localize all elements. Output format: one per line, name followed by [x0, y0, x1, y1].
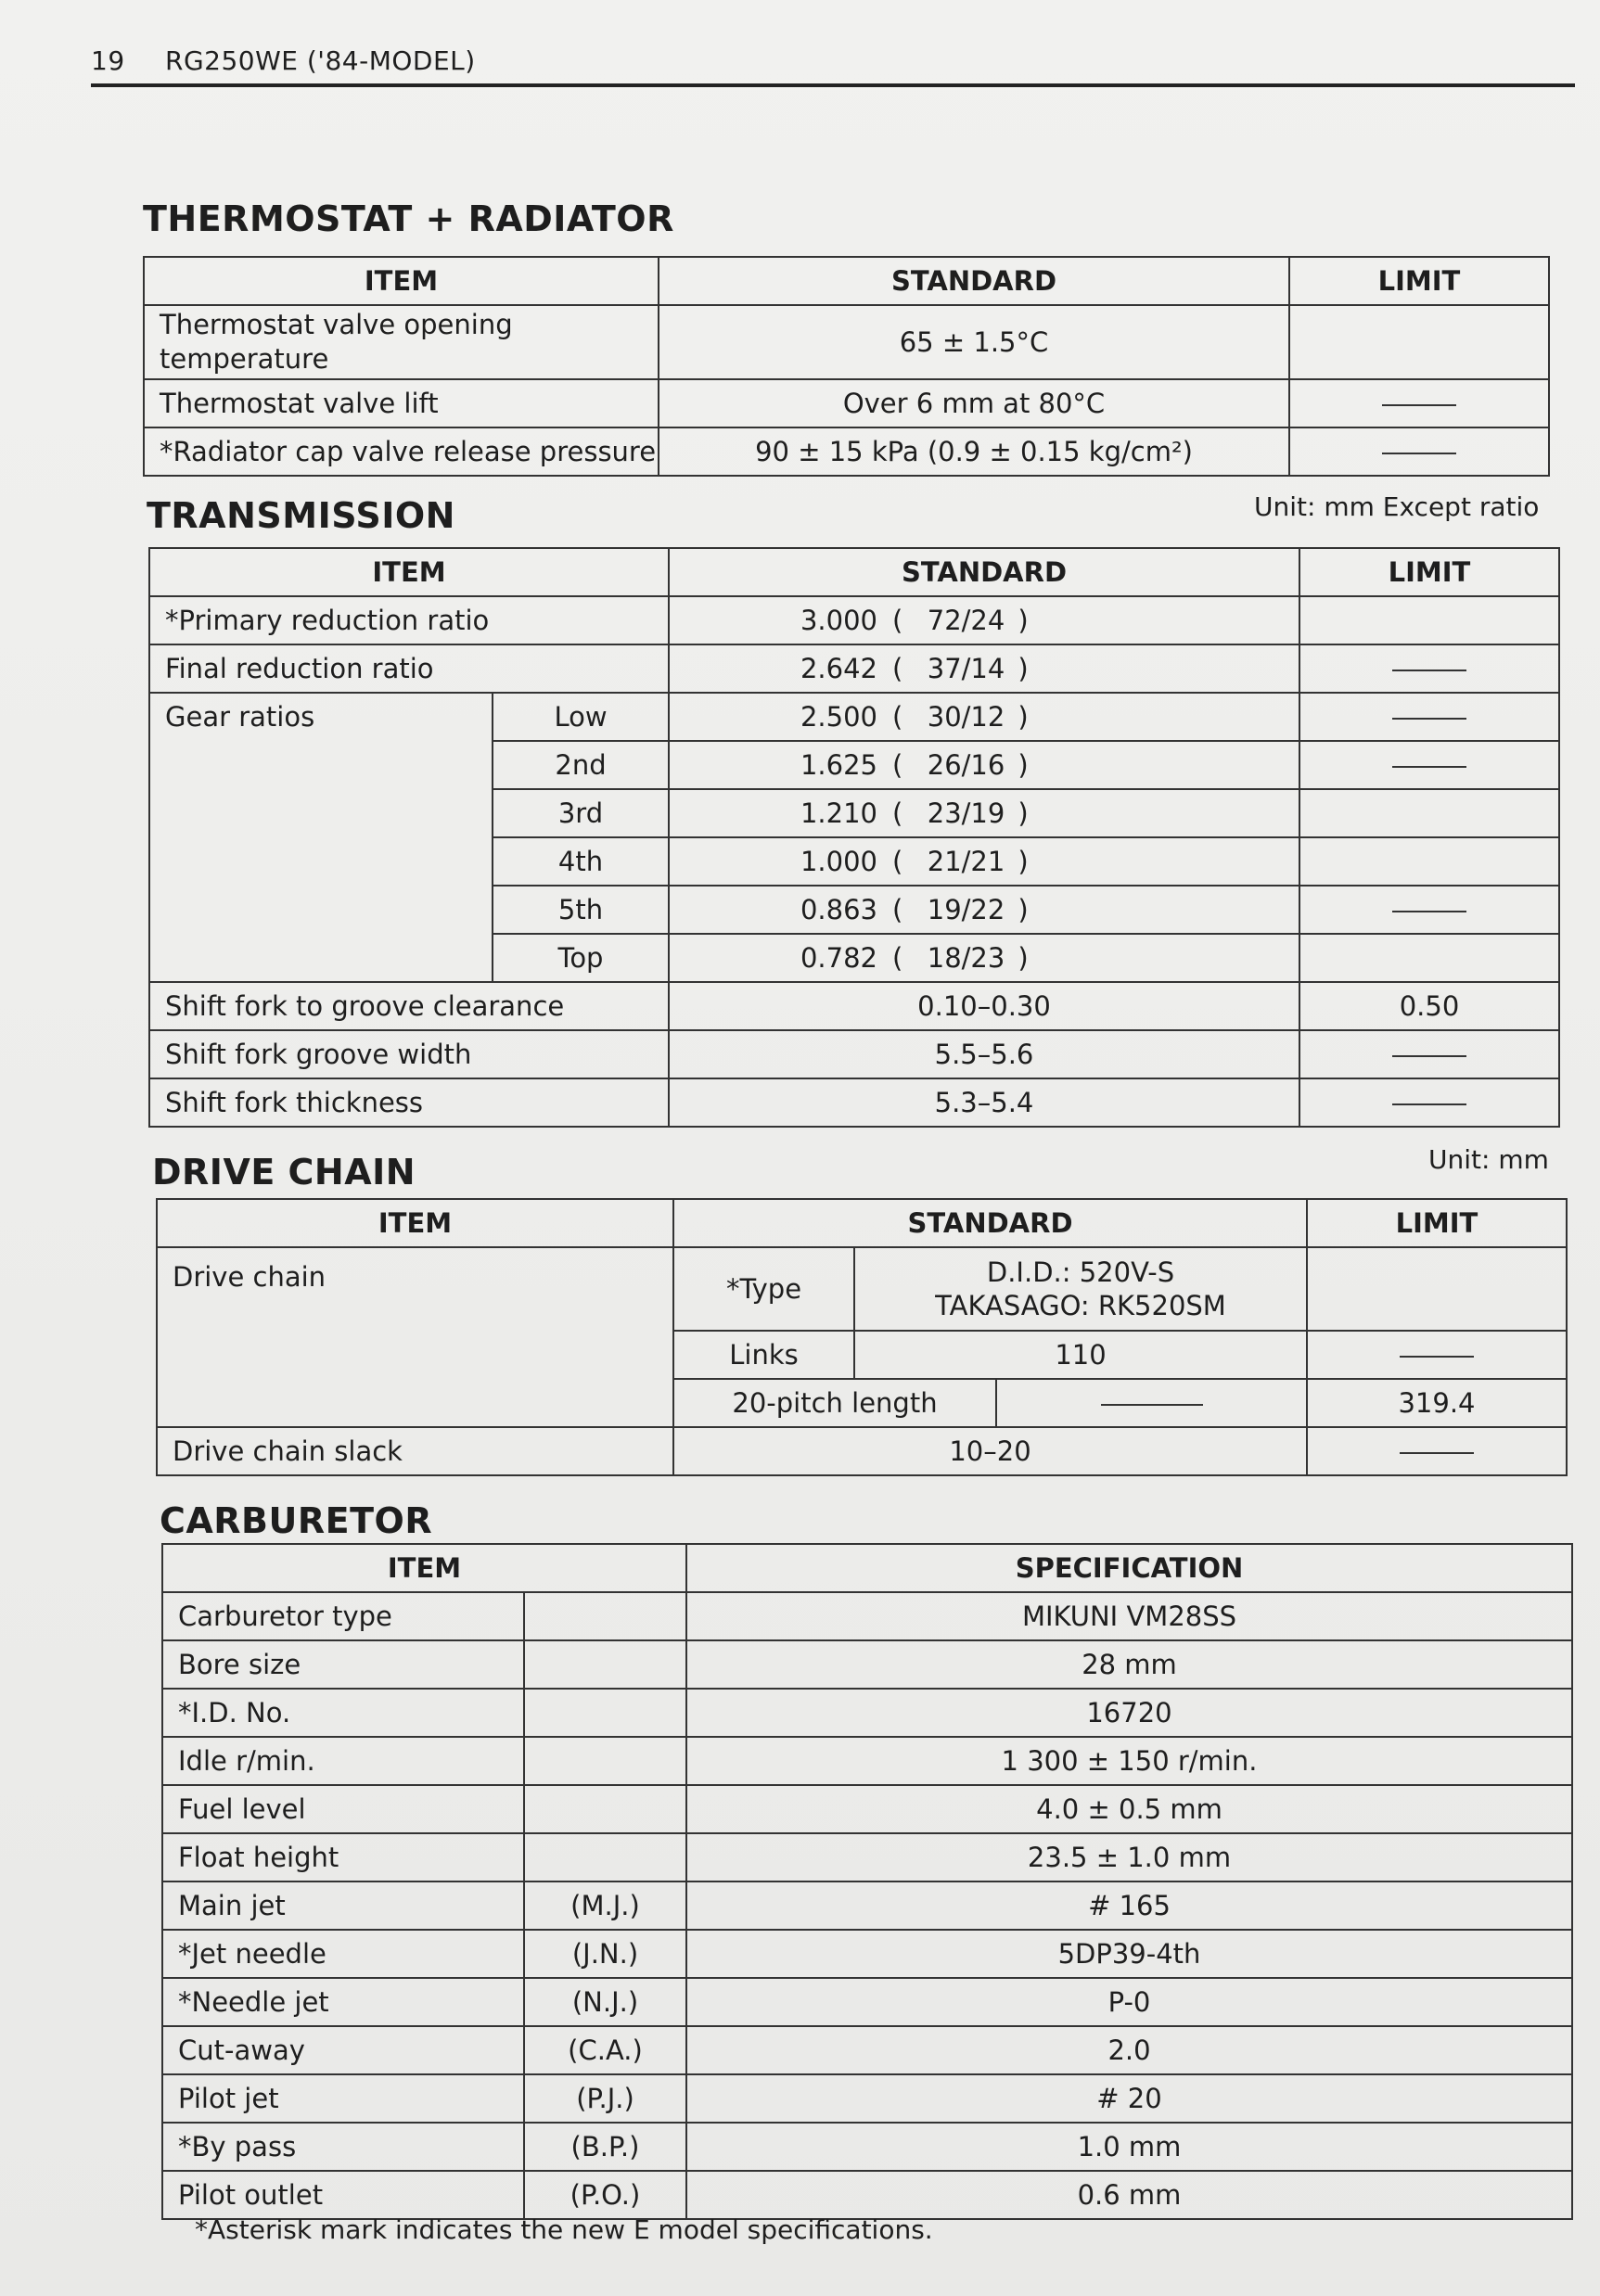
fraction-value: 21/21: [927, 846, 1005, 877]
links-value: 110: [854, 1331, 1307, 1379]
table-row: [162, 2171, 1572, 2219]
table-row: [157, 1247, 1567, 1331]
not-applicable-dash: [1101, 1404, 1203, 1406]
item-cell: Cut-away: [162, 2026, 524, 2074]
item-cell: *By pass: [162, 2123, 524, 2171]
code-cell: [524, 1833, 686, 1881]
gear-name: 5th: [493, 886, 669, 934]
limit-cell: [1299, 1078, 1559, 1127]
gear-name: Low: [493, 693, 669, 741]
spec-cell: 5DP39-4th: [686, 1930, 1572, 1978]
transmission-table: [148, 547, 1560, 1128]
not-applicable-dash: [1382, 453, 1456, 454]
carburetor-section-title: CARBURETOR: [160, 1500, 433, 1541]
links-label: Links: [673, 1331, 854, 1379]
spec-cell: # 20: [686, 2074, 1572, 2123]
limit-cell: [1289, 305, 1549, 379]
not-applicable-dash: [1392, 718, 1466, 720]
limit-cell: [1299, 789, 1559, 837]
item-cell: *Radiator cap valve release pressure: [144, 427, 659, 476]
table-header-row: [144, 257, 1549, 305]
paren-open: (: [892, 797, 903, 829]
paren-open: (: [892, 605, 903, 636]
limit-cell: [1299, 934, 1559, 982]
not-applicable-dash: [1392, 1103, 1466, 1105]
spec-cell: 0.6 mm: [686, 2171, 1572, 2219]
transmission-section-title: TRANSMISSION: [147, 495, 455, 536]
item-header: ITEM: [149, 548, 669, 596]
drive-chain-unit-note: Unit: mm: [1428, 1144, 1549, 1175]
limit-cell: [1289, 427, 1549, 476]
not-applicable-dash: [1400, 1452, 1474, 1454]
table-row: [149, 644, 1559, 693]
fraction-value: 18/23: [927, 942, 1005, 974]
table-row: [144, 305, 1549, 379]
limit-cell: [1299, 886, 1559, 934]
not-applicable-dash: [1392, 911, 1466, 912]
limit-header: LIMIT: [1289, 257, 1549, 305]
paren-open: (: [892, 701, 903, 733]
paren-close: ): [1018, 653, 1029, 684]
limit-cell: [1299, 596, 1559, 644]
item-header: ITEM: [144, 257, 659, 305]
table-row: [144, 379, 1549, 427]
ratio-value: 3.000: [800, 605, 877, 636]
limit-cell: [1289, 379, 1549, 427]
ratio-value: 0.782: [800, 942, 877, 974]
drive-chain-table: [156, 1198, 1568, 1476]
not-applicable-dash: [1392, 1055, 1466, 1057]
gear-name: 3rd: [493, 789, 669, 837]
spec-cell: 2.0: [686, 2026, 1572, 2074]
standard-header: STANDARD: [659, 257, 1289, 305]
paren-open: (: [892, 894, 903, 925]
item-cell: Bore size: [162, 1640, 524, 1689]
fraction-value: 19/22: [927, 894, 1005, 925]
not-applicable-dash: [1392, 670, 1466, 671]
standard-cell: [669, 789, 1299, 837]
item-cell: Main jet: [162, 1881, 524, 1930]
code-cell: [524, 1592, 686, 1640]
table-row: [162, 1592, 1572, 1640]
running-header: [91, 37, 1575, 87]
item-cell: Shift fork to groove clearance: [149, 982, 669, 1030]
limit-cell: [1307, 1331, 1567, 1379]
fraction-value: 23/19: [927, 797, 1005, 829]
limit-header: LIMIT: [1299, 548, 1559, 596]
table-row: [162, 2026, 1572, 2074]
table-row: [162, 2074, 1572, 2123]
table-row: [162, 1737, 1572, 1785]
gear-name: Top: [493, 934, 669, 982]
ratio-value: 2.500: [800, 701, 877, 733]
paren-close: ): [1018, 749, 1029, 781]
thermostat-table: [143, 256, 1550, 477]
code-cell: (M.J.): [524, 1881, 686, 1930]
item-cell: Thermostat valve opening temperature: [144, 305, 659, 379]
table-header-row: [149, 548, 1559, 596]
type-label: *Type: [673, 1247, 854, 1331]
chain-brand-takasago: TAKASAGO: RK520SM: [935, 1290, 1226, 1321]
gear-ratios-label: Gear ratios: [149, 693, 493, 982]
standard-cell: Over 6 mm at 80°C: [659, 379, 1289, 427]
paren-close: ): [1018, 846, 1029, 877]
standard-header: STANDARD: [669, 548, 1299, 596]
carburetor-table: [161, 1543, 1573, 2220]
standard-cell: [669, 886, 1299, 934]
limit-cell: [1299, 741, 1559, 789]
table-row: [162, 1833, 1572, 1881]
limit-cell: [1299, 693, 1559, 741]
spec-cell: 16720: [686, 1689, 1572, 1737]
table-row: [149, 982, 1559, 1030]
gear-name: 4th: [493, 837, 669, 886]
item-cell: Drive chain slack: [157, 1427, 673, 1475]
item-cell: *Primary reduction ratio: [149, 596, 669, 644]
spec-cell: 1 300 ± 150 r/min.: [686, 1737, 1572, 1785]
standard-cell: 65 ± 1.5°C: [659, 305, 1289, 379]
not-applicable-dash: [1400, 1356, 1474, 1358]
code-cell: [524, 1737, 686, 1785]
code-cell: (B.P.): [524, 2123, 686, 2171]
spec-cell: P-0: [686, 1978, 1572, 2026]
paren-open: (: [892, 846, 903, 877]
standard-cell: [669, 934, 1299, 982]
ratio-value: 1.210: [800, 797, 877, 829]
pitch-limit: 319.4: [1307, 1379, 1567, 1427]
ratio-value: 1.625: [800, 749, 877, 781]
code-cell: (J.N.): [524, 1930, 686, 1978]
limit-cell: [1307, 1427, 1567, 1475]
item-cell: Shift fork groove width: [149, 1030, 669, 1078]
item-cell: Carburetor type: [162, 1592, 524, 1640]
spec-cell: 4.0 ± 0.5 mm: [686, 1785, 1572, 1833]
fraction-value: 30/12: [927, 701, 1005, 733]
ratio-value: 1.000: [800, 846, 877, 877]
item-cell: Thermostat valve lift: [144, 379, 659, 427]
standard-cell: [669, 693, 1299, 741]
paren-close: ): [1018, 894, 1029, 925]
table-row: [162, 1978, 1572, 2026]
code-cell: [524, 1640, 686, 1689]
standard-cell: 90 ± 15 kPa (0.9 ± 0.15 kg/cm²): [659, 427, 1289, 476]
item-header: ITEM: [162, 1544, 686, 1592]
limit-cell: [1299, 837, 1559, 886]
table-row: [162, 2123, 1572, 2171]
item-header: ITEM: [157, 1199, 673, 1247]
item-cell: Float height: [162, 1833, 524, 1881]
page-number: 19: [91, 45, 125, 76]
fraction-value: 72/24: [927, 605, 1005, 636]
spec-header: SPECIFICATION: [686, 1544, 1572, 1592]
paren-close: ): [1018, 701, 1029, 733]
paren-close: ): [1018, 797, 1029, 829]
code-cell: [524, 1689, 686, 1737]
spec-cell: MIKUNI VM28SS: [686, 1592, 1572, 1640]
code-cell: (P.J.): [524, 2074, 686, 2123]
code-cell: (N.J.): [524, 1978, 686, 2026]
limit-cell: [1299, 1030, 1559, 1078]
fraction-value: 37/14: [927, 653, 1005, 684]
standard-header: STANDARD: [673, 1199, 1307, 1247]
table-header-row: [162, 1544, 1572, 1592]
pitch-label: 20-pitch length: [673, 1379, 996, 1427]
paren-open: (: [892, 653, 903, 684]
item-cell: Pilot outlet: [162, 2171, 524, 2219]
paren-open: (: [892, 749, 903, 781]
item-cell: Shift fork thickness: [149, 1078, 669, 1127]
standard-cell: 5.3–5.4: [669, 1078, 1299, 1127]
item-cell: Idle r/min.: [162, 1737, 524, 1785]
table-row: [149, 1078, 1559, 1127]
standard-cell: [669, 837, 1299, 886]
gear-name: 2nd: [493, 741, 669, 789]
thermostat-section-title: THERMOSTAT + RADIATOR: [143, 198, 674, 239]
standard-cell: [669, 596, 1299, 644]
not-applicable-dash: [1382, 404, 1456, 406]
limit-cell: [1307, 1247, 1567, 1331]
table-row: [149, 1030, 1559, 1078]
code-cell: (C.A.): [524, 2026, 686, 2074]
footnote: *Asterisk mark indicates the new E model specifications.: [195, 2214, 933, 2245]
table-row: [162, 1640, 1572, 1689]
table-row: [149, 596, 1559, 644]
standard-cell: 0.10–0.30: [669, 982, 1299, 1030]
code-cell: (P.O.): [524, 2171, 686, 2219]
spec-cell: 1.0 mm: [686, 2123, 1572, 2171]
paren-open: (: [892, 942, 903, 974]
table-row: [162, 1689, 1572, 1737]
spec-cell: 28 mm: [686, 1640, 1572, 1689]
standard-cell: [669, 644, 1299, 693]
spec-cell: # 165: [686, 1881, 1572, 1930]
transmission-unit-note: Unit: mm Except ratio: [1254, 491, 1540, 522]
table-header-row: [157, 1199, 1567, 1247]
ratio-value: 2.642: [800, 653, 877, 684]
item-cell: *Needle jet: [162, 1978, 524, 2026]
drive-chain-section-title: DRIVE CHAIN: [152, 1152, 416, 1193]
table-row: [162, 1785, 1572, 1833]
standard-cell: 10–20: [673, 1427, 1307, 1475]
standard-cell: 5.5–5.6: [669, 1030, 1299, 1078]
paren-close: ): [1018, 942, 1029, 974]
table-row: [149, 693, 1559, 741]
item-cell: *Jet needle: [162, 1930, 524, 1978]
limit-cell: 0.50: [1299, 982, 1559, 1030]
limit-header: LIMIT: [1307, 1199, 1567, 1247]
not-applicable-dash: [1392, 766, 1466, 768]
item-cell: *I.D. No.: [162, 1689, 524, 1737]
item-cell: Fuel level: [162, 1785, 524, 1833]
item-cell: Final reduction ratio: [149, 644, 669, 693]
model-title: RG250WE ('84-MODEL): [165, 45, 476, 76]
paren-close: ): [1018, 605, 1029, 636]
standard-cell: [669, 741, 1299, 789]
table-row: [162, 1930, 1572, 1978]
item-cell: Pilot jet: [162, 2074, 524, 2123]
ratio-value: 0.863: [800, 894, 877, 925]
table-row: [162, 1881, 1572, 1930]
type-value: [854, 1247, 1307, 1331]
code-cell: [524, 1785, 686, 1833]
spec-cell: 23.5 ± 1.0 mm: [686, 1833, 1572, 1881]
limit-cell: [1299, 644, 1559, 693]
table-row: [144, 427, 1549, 476]
item-cell: Drive chain: [157, 1247, 673, 1427]
pitch-standard: [996, 1379, 1307, 1427]
table-row: [157, 1427, 1567, 1475]
chain-brand-did: D.I.D.: 520V-S: [986, 1256, 1175, 1288]
fraction-value: 26/16: [927, 749, 1005, 781]
